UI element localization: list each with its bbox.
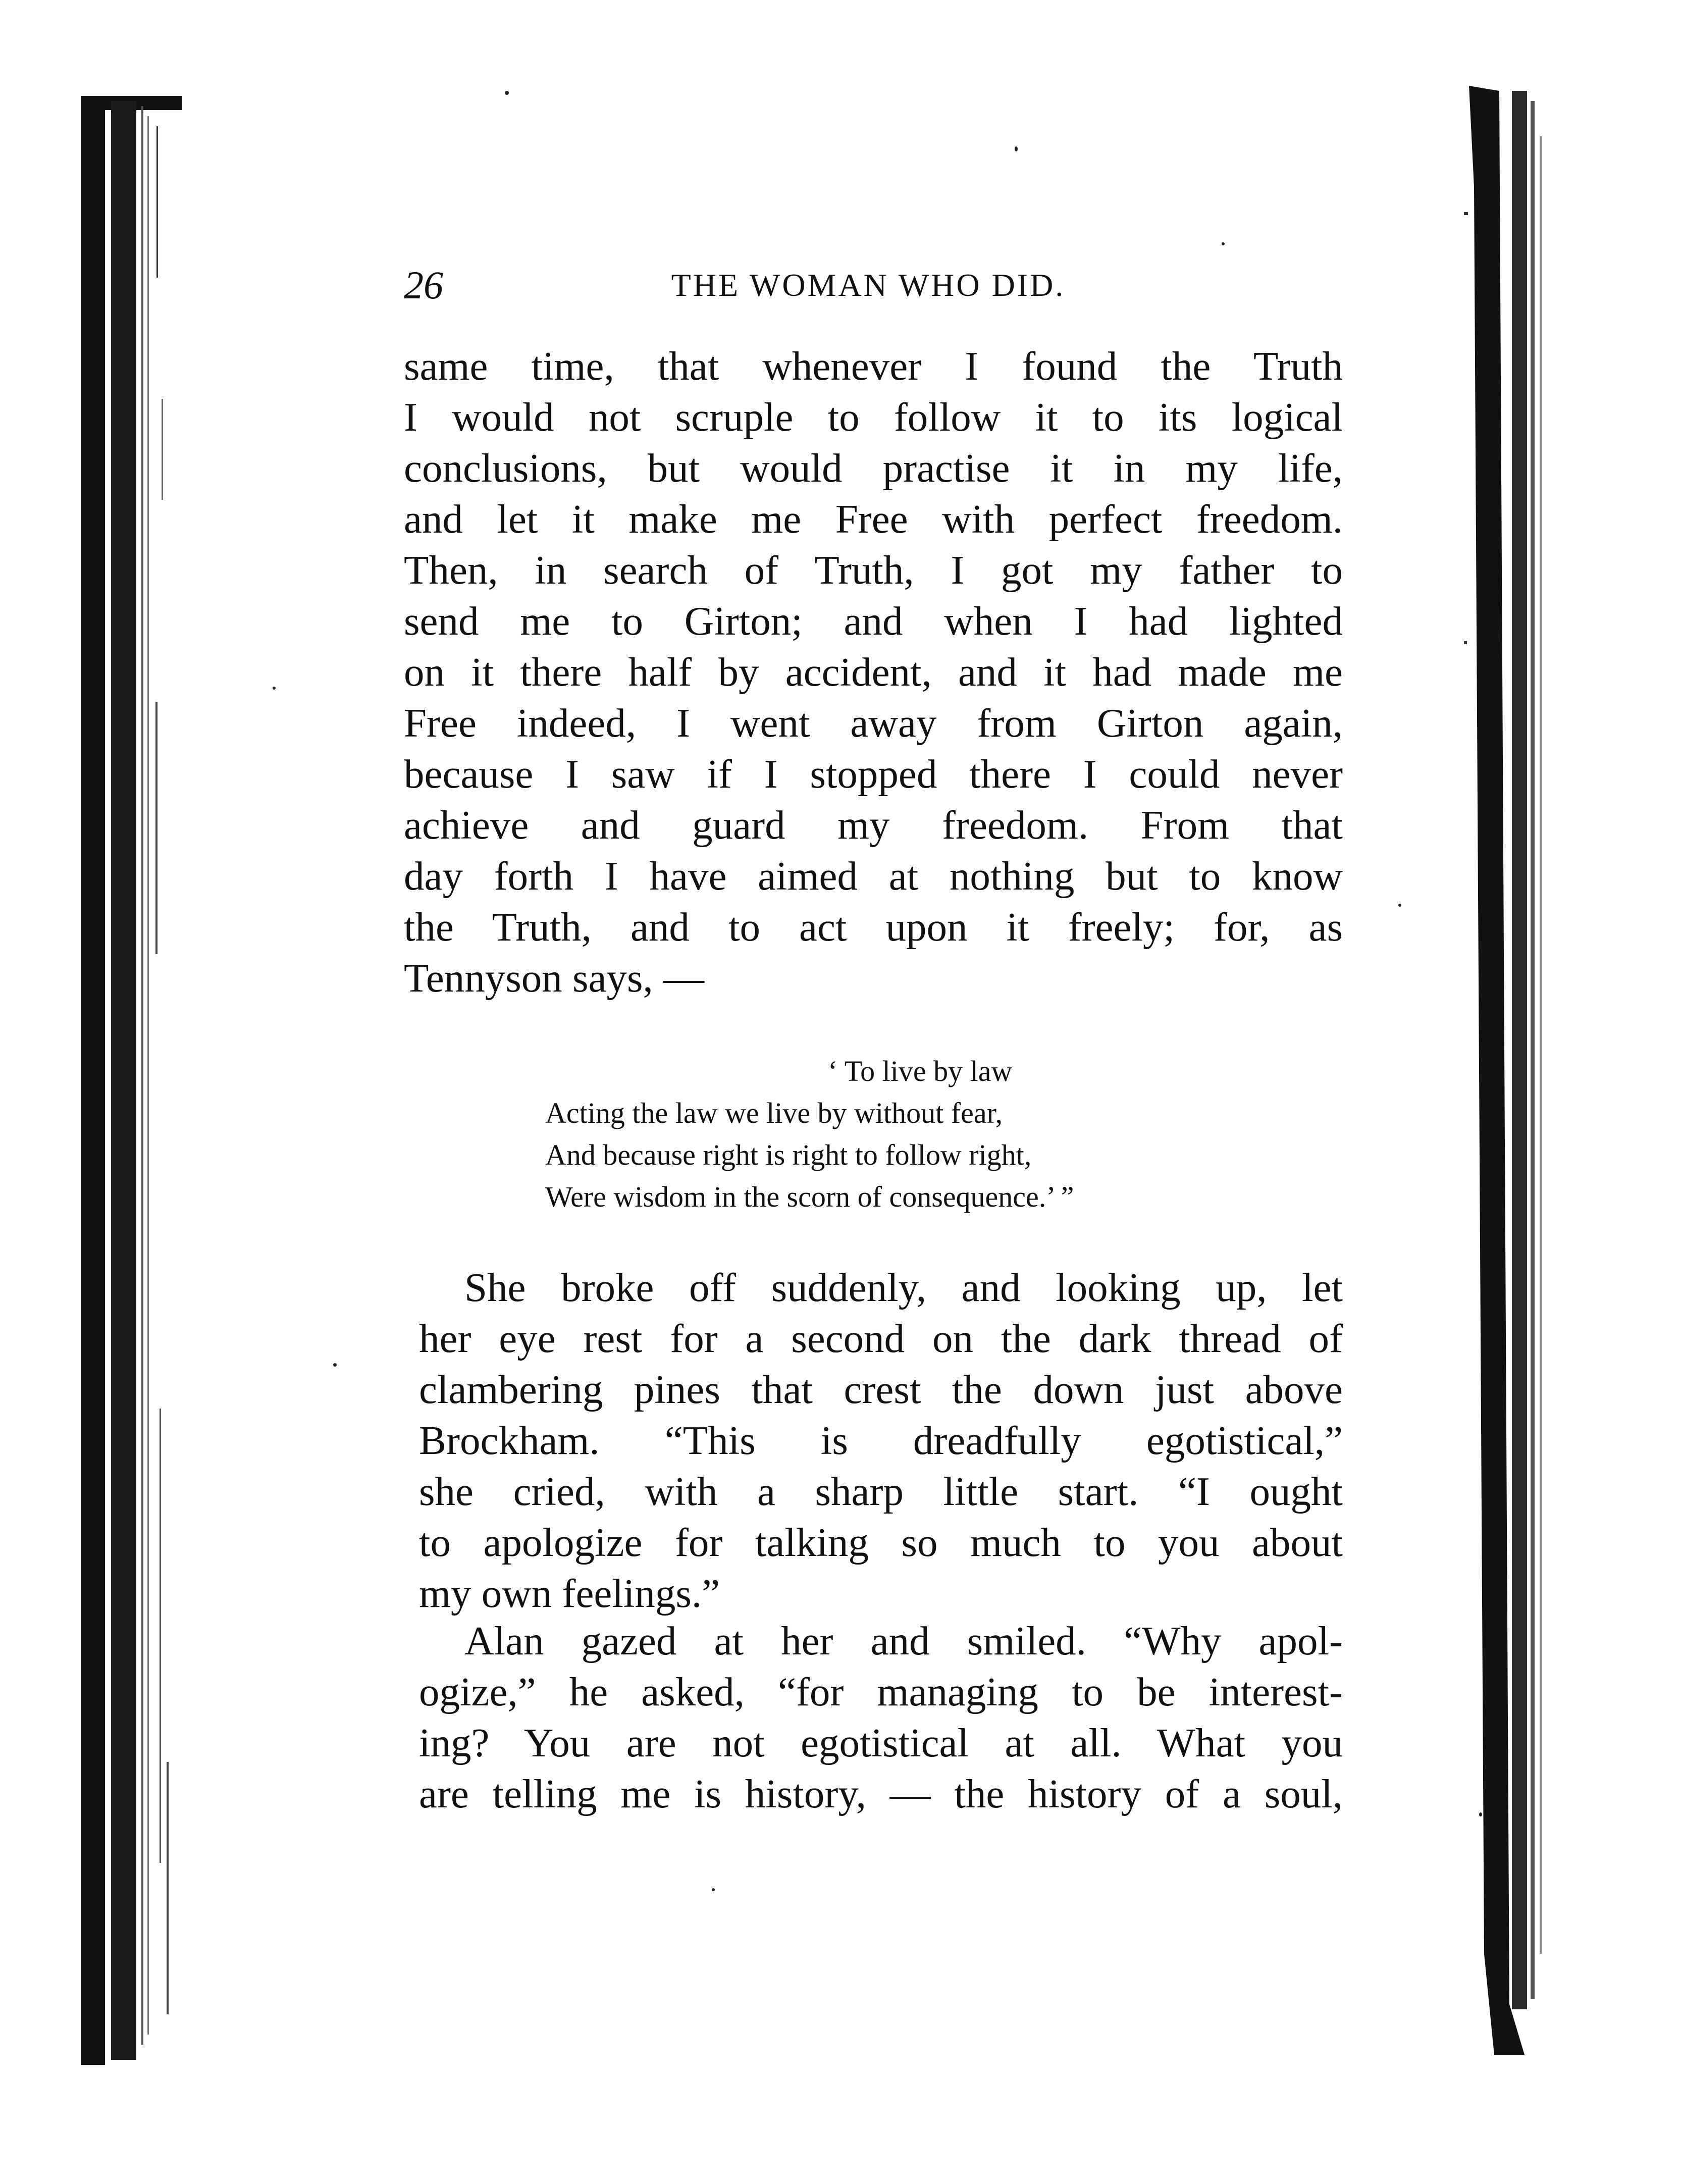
paragraph-alan-gazed bbox=[419, 1616, 1343, 1819]
scan-speck bbox=[1015, 146, 1018, 151]
text-line: Alan gazed at her and smiled. “Why apol- bbox=[464, 1618, 1343, 1663]
text-line: the Truth, and to act upon it freely; for, as bbox=[404, 904, 1343, 950]
text-line: Brockham. “This is dreadfully egotistical,” bbox=[419, 1418, 1343, 1463]
text-line: she cried, with a sharp little start. “I ought bbox=[419, 1469, 1343, 1514]
verse-line: Acting the law we live by without fear, bbox=[545, 1097, 1003, 1129]
page-number: 26 bbox=[404, 263, 443, 307]
running-title: THE WOMAN WHO DID. bbox=[671, 267, 1066, 303]
text-line: on it there half by accident, and it had made me bbox=[404, 649, 1343, 695]
verse-line: And because right is right to follow right, bbox=[545, 1138, 1032, 1171]
text-line: ing? You are not egotistical at all. What you bbox=[419, 1720, 1343, 1765]
text-line: are telling me is history, — the history of a soul, bbox=[419, 1771, 1343, 1816]
text-line: because I saw if I stopped there I could never bbox=[404, 751, 1343, 797]
verse-line: ‘ To live by law bbox=[828, 1055, 1013, 1087]
text-line: my own feelings.” bbox=[419, 1571, 720, 1616]
text-line: conclusions, but would practise it in my life, bbox=[404, 445, 1343, 491]
text-line: Then, in search of Truth, I got my father to bbox=[404, 547, 1343, 593]
scan-speck bbox=[712, 1888, 715, 1891]
verse-quotation bbox=[545, 1050, 1252, 1218]
left-binding-edge bbox=[81, 96, 182, 2065]
text-line: send me to Girton; and when I had lighted bbox=[404, 598, 1343, 644]
text-line: Free indeed, I went away from Girton again, bbox=[404, 700, 1343, 746]
text-line: Tennyson says, — bbox=[404, 955, 705, 1001]
text-line: She broke off suddenly, and looking up, let bbox=[464, 1265, 1343, 1310]
text-line: I would not scruple to follow it to its logical bbox=[404, 394, 1343, 440]
verse-line: Were wisdom in the scorn of consequence.’ ” bbox=[545, 1180, 1074, 1213]
text-line: to apologize for talking so much to you about bbox=[419, 1520, 1343, 1565]
scan-speck bbox=[273, 687, 276, 690]
text-line: and let it make me Free with perfect freedom. bbox=[404, 496, 1343, 542]
text-line: ogize,” he asked, “for managing to be interest- bbox=[419, 1669, 1343, 1714]
text-line: achieve and guard my freedom. From that bbox=[404, 802, 1343, 848]
running-head bbox=[404, 257, 1348, 313]
text-line: clambering pines that crest the down just above bbox=[419, 1367, 1343, 1412]
text-line: her eye rest for a second on the dark thread of bbox=[419, 1316, 1343, 1361]
scan-speck bbox=[333, 1363, 337, 1367]
scan-speck bbox=[505, 91, 509, 95]
text-line: same time, that whenever I found the Truth bbox=[404, 343, 1343, 389]
scan-speck bbox=[1479, 1812, 1482, 1816]
scan-speck bbox=[1398, 904, 1401, 907]
paragraph-continued bbox=[404, 341, 1343, 1004]
right-binding-edge bbox=[1464, 86, 1595, 2055]
text-line: day forth I have aimed at nothing but to know bbox=[404, 853, 1343, 899]
scan-speck bbox=[1222, 242, 1225, 245]
paragraph-she-broke-off bbox=[419, 1262, 1343, 1619]
